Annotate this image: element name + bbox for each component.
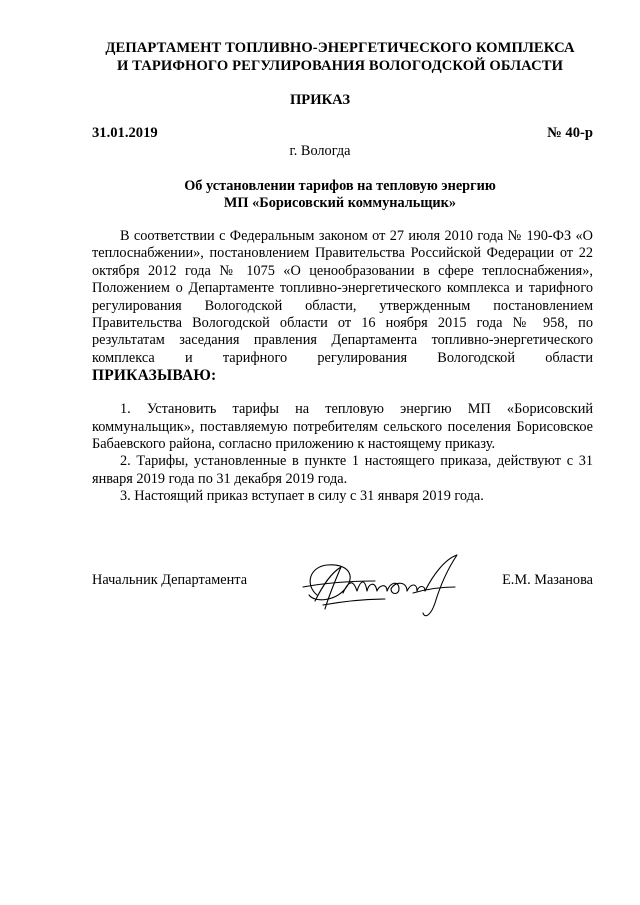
preamble-paragraph: В соответствии с Федеральным законом от 27 июля 2010 года № 190-ФЗ «О теплоснабжении», постановлением Правительства Российской Федерации от 22 октября 2012 года № 1075 «О ценообразовании в сфере теплоснабжения», Положением о Департаменте топливно-энергетического комплекса и тарифного регулирования Вологодской области, утвержденным постановлением Правительства Вологодской области от 16 ноября 2015 года № 958, по результатам заседания правления Департамента топливно-энергетического комплекса и тарифного регулирования Вологодской области: [92, 228, 593, 366]
signatory-position: Начальник Департамента: [92, 572, 248, 588]
department-header-line-2: И ТАРИФНОГО РЕГУЛИРОВАНИЯ ВОЛОГОДСКОЙ ОБЛАСТИ: [116, 57, 564, 74]
order-item-1: 1. Установить тарифы на тепловую энергию МП «Борисовский коммунальщик», поставляемую потребителям сельского поселения Борисовское Бабаевского района, согласно приложению к настоящему приказу.: [92, 401, 593, 453]
order-subject-line-2: МП «Борисовский коммунальщик»: [223, 195, 457, 212]
order-body: [92, 228, 593, 506]
signatory-name: Е.М. Мазанова: [502, 572, 593, 588]
order-title: ПРИКАЗ: [289, 92, 351, 108]
order-items: [92, 401, 593, 505]
order-item-3: 3. Настоящий приказ вступает в силу с 31 января 2019 года.: [120, 488, 484, 505]
handwritten-signature: [295, 545, 475, 625]
department-header-line-1: ДЕПАРТАМЕНТ ТОПЛИВНО-ЭНЕРГЕТИЧЕСКОГО КОМПЛЕКСА: [105, 40, 575, 56]
decree-word: ПРИКАЗЫВАЮ:: [92, 367, 217, 385]
department-header: [60, 40, 620, 75]
order-date: 31.01.2019: [92, 125, 158, 141]
order-number: № 40-р: [547, 125, 593, 141]
order-subject-line-1: Об установлении тарифов на тепловую энергию: [184, 178, 496, 194]
order-subject: [60, 178, 620, 213]
order-item-2: 2. Тарифы, установленные в пункте 1 настоящего приказа, действуют с 31 января 2019 года по 31 декабря 2019 года.: [92, 453, 593, 487]
order-city: г. Вологда: [289, 143, 351, 159]
